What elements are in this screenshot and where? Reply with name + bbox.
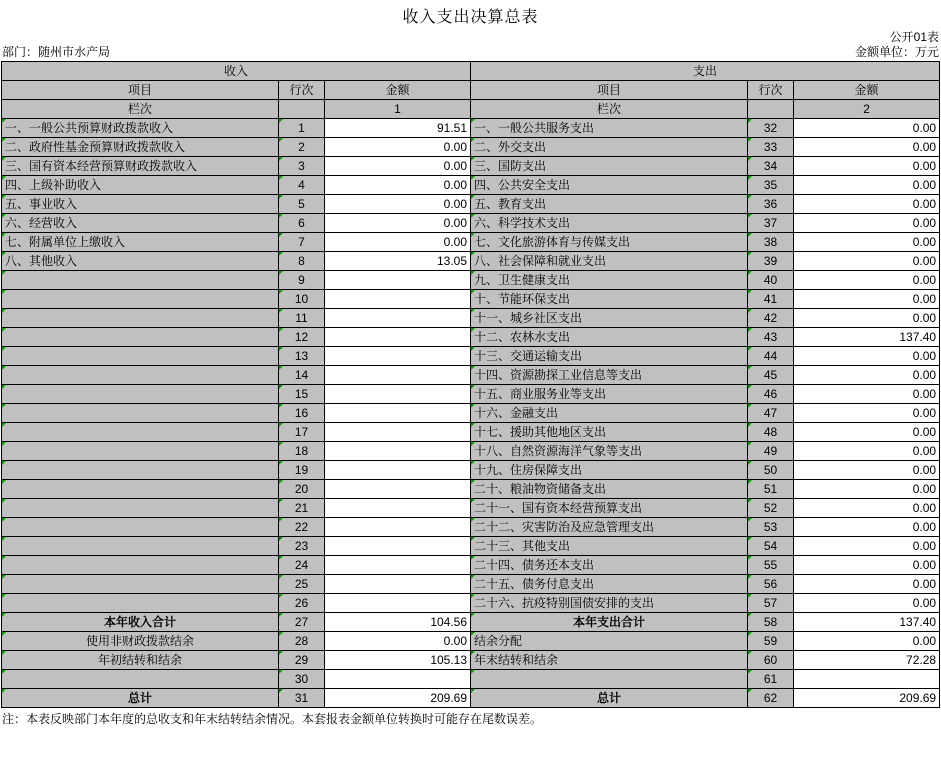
department-label: 部门：随州市水产局 [2,45,111,59]
expense-line-cell: 54 [748,537,794,556]
income-item-cell: 本年收入合计 [2,613,279,632]
expense-amount-cell: 0.00 [794,480,940,499]
income-line-cell: 25 [279,575,325,594]
table-row [2,499,940,518]
expense-amount-cell: 0.00 [794,575,940,594]
expense-line-cell: 35 [748,176,794,195]
income-line-cell: 8 [279,252,325,271]
expense-amount-cell: 0.00 [794,632,940,651]
income-line-cell: 15 [279,385,325,404]
expense-line-cell: 45 [748,366,794,385]
table-row [2,461,940,480]
table-row [2,366,940,385]
expense-line-cell: 40 [748,271,794,290]
income-amount-cell [325,461,471,480]
expense-line-cell: 52 [748,499,794,518]
income-item-cell [2,385,279,404]
income-line-cell: 17 [279,423,325,442]
expense-amount-cell: 209.69 [794,689,940,708]
expense-line-cell: 50 [748,461,794,480]
amount-unit-label: 金额单位：万元 [854,45,939,59]
income-amount-cell: 0.00 [325,233,471,252]
table-row [2,176,940,195]
income-line-cell: 21 [279,499,325,518]
income-item-cell: 一、一般公共预算财政拨款收入 [2,119,279,138]
column-header-row [2,81,940,100]
expense-line-cell: 38 [748,233,794,252]
income-line-cell: 2 [279,138,325,157]
income-amount-cell [325,556,471,575]
table-row [2,556,940,575]
income-amount-cell [325,290,471,309]
expense-item-cell: 二十三、其他支出 [471,537,748,556]
income-item-cell [2,480,279,499]
expense-item-cell: 十五、商业服务业等支出 [471,385,748,404]
expense-line-cell: 53 [748,518,794,537]
income-item-cell [2,423,279,442]
expense-item-cell: 五、教育支出 [471,195,748,214]
expense-line-cell: 49 [748,442,794,461]
income-amount-cell [325,404,471,423]
expense-item-cell: 二十二、灾害防治及应急管理支出 [471,518,748,537]
income-amount-cell [325,575,471,594]
expense-amount-cell: 0.00 [794,309,940,328]
income-amount-cell: 0.00 [325,157,471,176]
budget-table [1,61,940,708]
expense-line-cell: 51 [748,480,794,499]
income-item-cell [2,442,279,461]
expense-line-cell: 62 [748,689,794,708]
expense-item-cell: 九、卫生健康支出 [471,271,748,290]
expense-amount-cell: 0.00 [794,347,940,366]
income-amount-cell [325,347,471,366]
income-amount-cell [325,499,471,518]
form-code: 公开01表 [889,30,939,44]
table-row [2,290,940,309]
income-item-cell [2,461,279,480]
expense-amount-cell: 72.28 [794,651,940,670]
expense-amount-cell: 0.00 [794,195,940,214]
income-amount-cell: 0.00 [325,195,471,214]
table-row [2,537,940,556]
income-item-cell [2,518,279,537]
expense-item-cell: 十一、城乡社区支出 [471,309,748,328]
expense-amount-cell: 0.00 [794,404,940,423]
expense-line-cell: 34 [748,157,794,176]
income-amount-cell: 0.00 [325,214,471,233]
income-line-cell: 10 [279,290,325,309]
expense-amount-cell: 0.00 [794,594,940,613]
income-line-cell: 19 [279,461,325,480]
expense-item-cell: 十二、农林水支出 [471,328,748,347]
table-row [2,138,940,157]
income-line-cell: 9 [279,271,325,290]
income-line-cell: 7 [279,233,325,252]
income-amount-cell [325,385,471,404]
expense-line-cell: 48 [748,423,794,442]
income-line-cell: 29 [279,651,325,670]
income-line-cell: 22 [279,518,325,537]
income-item-cell: 五、事业收入 [2,195,279,214]
expense-column-line [748,100,794,119]
expense-amount-cell: 0.00 [794,233,940,252]
table-row [2,157,940,176]
income-item-cell [2,537,279,556]
table-row [2,271,940,290]
expense-amount-cell: 0.00 [794,442,940,461]
income-amount-cell: 13.05 [325,252,471,271]
table-row [2,309,940,328]
income-item-cell: 四、上级补助收入 [2,176,279,195]
income-item-header: 项目 [2,81,279,100]
expense-line-cell: 47 [748,404,794,423]
expense-item-cell: 二十一、国有资本经营预算支出 [471,499,748,518]
expense-column-label: 栏次 [471,100,748,119]
income-amount-cell [325,309,471,328]
table-row [2,195,940,214]
income-item-cell [2,366,279,385]
expense-item-cell: 十七、援助其他地区支出 [471,423,748,442]
expense-line-cell: 55 [748,556,794,575]
table-row [2,594,940,613]
expense-item-cell: 三、国防支出 [471,157,748,176]
income-line-cell: 27 [279,613,325,632]
expense-line-cell: 60 [748,651,794,670]
expense-amount-cell: 0.00 [794,499,940,518]
expense-amount-cell: 0.00 [794,385,940,404]
table-row [2,423,940,442]
income-line-cell: 14 [279,366,325,385]
page-title: 收入支出决算总表 [402,9,539,26]
expense-line-cell: 32 [748,119,794,138]
income-amount-cell [325,423,471,442]
income-line-cell: 30 [279,670,325,689]
expense-item-cell: 七、文化旅游体育与传媒支出 [471,233,748,252]
income-line-cell: 4 [279,176,325,195]
expense-amount-cell: 0.00 [794,518,940,537]
expense-line-cell: 41 [748,290,794,309]
expense-amount-cell: 0.00 [794,119,940,138]
expense-item-cell: 十八、自然资源海洋气象等支出 [471,442,748,461]
expense-line-cell: 39 [748,252,794,271]
table-row [2,214,940,233]
expense-line-cell: 33 [748,138,794,157]
expense-item-cell [471,670,748,689]
expense-item-cell: 结余分配 [471,632,748,651]
income-item-cell [2,594,279,613]
expense-line-cell: 59 [748,632,794,651]
expense-item-cell: 八、社会保障和就业支出 [471,252,748,271]
expense-item-cell: 一、一般公共服务支出 [471,119,748,138]
table-row [2,328,940,347]
income-line-cell: 18 [279,442,325,461]
expense-line-cell: 58 [748,613,794,632]
expense-item-cell: 二十五、债务付息支出 [471,575,748,594]
expense-amount-cell: 0.00 [794,138,940,157]
summary-row [2,613,940,632]
expense-line-cell: 61 [748,670,794,689]
expense-item-header: 项目 [471,81,748,100]
expense-line-cell: 44 [748,347,794,366]
expense-amount-cell: 0.00 [794,366,940,385]
expense-line-cell: 37 [748,214,794,233]
expense-item-cell: 二十四、债务还本支出 [471,556,748,575]
table-row [2,404,940,423]
income-amount-cell [325,328,471,347]
income-line-cell: 12 [279,328,325,347]
income-column-label: 栏次 [2,100,279,119]
income-amount-cell: 0.00 [325,138,471,157]
income-column-number: 1 [325,100,471,119]
income-item-cell [2,556,279,575]
table-row [2,480,940,499]
income-amount-cell [325,670,471,689]
income-item-cell [2,499,279,518]
income-line-cell: 5 [279,195,325,214]
income-amount-cell [325,442,471,461]
expense-amount-cell: 0.00 [794,157,940,176]
table-row [2,119,940,138]
summary-row [2,651,940,670]
income-line-header: 行次 [279,81,325,100]
income-item-cell: 使用非财政拨款结余 [2,632,279,651]
summary-row [2,670,940,689]
column-number-row [2,100,940,119]
table-note: 注：本表反映部门本年度的总收支和年末结转结余情况。本套报表金额单位转换时可能存在尾数误差。 [2,712,543,726]
expense-item-cell: 十四、资源勘探工业信息等支出 [471,366,748,385]
expense-item-cell: 十九、住房保障支出 [471,461,748,480]
expense-group-header: 支出 [471,62,940,81]
expense-item-cell: 年末结转和结余 [471,651,748,670]
income-amount-cell [325,271,471,290]
income-amount-cell [325,537,471,556]
income-amount-cell: 209.69 [325,689,471,708]
expense-line-cell: 56 [748,575,794,594]
income-group-header: 收入 [2,62,471,81]
income-line-cell: 1 [279,119,325,138]
income-amount-cell: 91.51 [325,119,471,138]
expense-line-header: 行次 [748,81,794,100]
income-amount-cell [325,518,471,537]
expense-amount-cell [794,670,940,689]
expense-line-cell: 42 [748,309,794,328]
income-item-cell [2,328,279,347]
income-item-cell [2,404,279,423]
income-line-cell: 26 [279,594,325,613]
expense-item-cell: 二十六、抗疫特别国债安排的支出 [471,594,748,613]
income-item-cell [2,309,279,328]
expense-line-cell: 46 [748,385,794,404]
expense-amount-cell: 0.00 [794,214,940,233]
expense-amount-cell: 0.00 [794,423,940,442]
table-row [2,347,940,366]
income-amount-cell: 0.00 [325,176,471,195]
expense-amount-cell: 0.00 [794,537,940,556]
income-item-cell [2,347,279,366]
expense-amount-cell: 0.00 [794,271,940,290]
income-line-cell: 23 [279,537,325,556]
expense-amount-cell: 0.00 [794,461,940,480]
summary-row [2,632,940,651]
income-item-cell: 总计 [2,689,279,708]
expense-item-cell: 十、节能环保支出 [471,290,748,309]
income-amount-cell [325,594,471,613]
income-column-line [279,100,325,119]
income-line-cell: 24 [279,556,325,575]
expense-amount-cell: 137.40 [794,328,940,347]
income-amount-header: 金额 [325,81,471,100]
table-row [2,233,940,252]
income-line-cell: 28 [279,632,325,651]
table-row [2,575,940,594]
expense-amount-cell: 0.00 [794,176,940,195]
income-item-cell [2,575,279,594]
table-row [2,442,940,461]
expense-amount-cell: 0.00 [794,556,940,575]
income-amount-cell: 105.13 [325,651,471,670]
income-item-cell: 三、国有资本经营预算财政拨款收入 [2,157,279,176]
income-line-cell: 16 [279,404,325,423]
expense-column-number: 2 [794,100,940,119]
income-item-cell: 六、经营收入 [2,214,279,233]
table-row [2,252,940,271]
expense-line-cell: 43 [748,328,794,347]
expense-item-cell: 十三、交通运输支出 [471,347,748,366]
income-item-cell: 八、其他收入 [2,252,279,271]
income-amount-cell: 104.56 [325,613,471,632]
income-item-cell: 年初结转和结余 [2,651,279,670]
income-amount-cell: 0.00 [325,632,471,651]
income-line-cell: 20 [279,480,325,499]
expense-item-cell: 六、科学技术支出 [471,214,748,233]
expense-amount-cell: 0.00 [794,290,940,309]
expense-item-cell: 本年支出合计 [471,613,748,632]
expense-item-cell: 二、外交支出 [471,138,748,157]
summary-row [2,689,940,708]
department-row [0,45,941,60]
expense-line-cell: 57 [748,594,794,613]
expense-amount-header: 金额 [794,81,940,100]
income-item-cell: 七、附属单位上缴收入 [2,233,279,252]
income-item-cell [2,290,279,309]
income-item-cell [2,670,279,689]
table-row [2,518,940,537]
income-line-cell: 11 [279,309,325,328]
income-line-cell: 6 [279,214,325,233]
income-amount-cell [325,366,471,385]
expense-item-cell: 十六、金融支出 [471,404,748,423]
expense-amount-cell: 0.00 [794,252,940,271]
income-line-cell: 31 [279,689,325,708]
income-amount-cell [325,480,471,499]
group-header-row [2,62,940,81]
expense-item-cell: 总计 [471,689,748,708]
income-item-cell: 二、政府性基金预算财政拨款收入 [2,138,279,157]
expense-item-cell: 二十、粮油物资储备支出 [471,480,748,499]
form-code-row [0,30,941,45]
expense-line-cell: 36 [748,195,794,214]
expense-item-cell: 四、公共安全支出 [471,176,748,195]
income-line-cell: 3 [279,157,325,176]
table-row [2,385,940,404]
income-line-cell: 13 [279,347,325,366]
expense-amount-cell: 137.40 [794,613,940,632]
income-item-cell [2,271,279,290]
